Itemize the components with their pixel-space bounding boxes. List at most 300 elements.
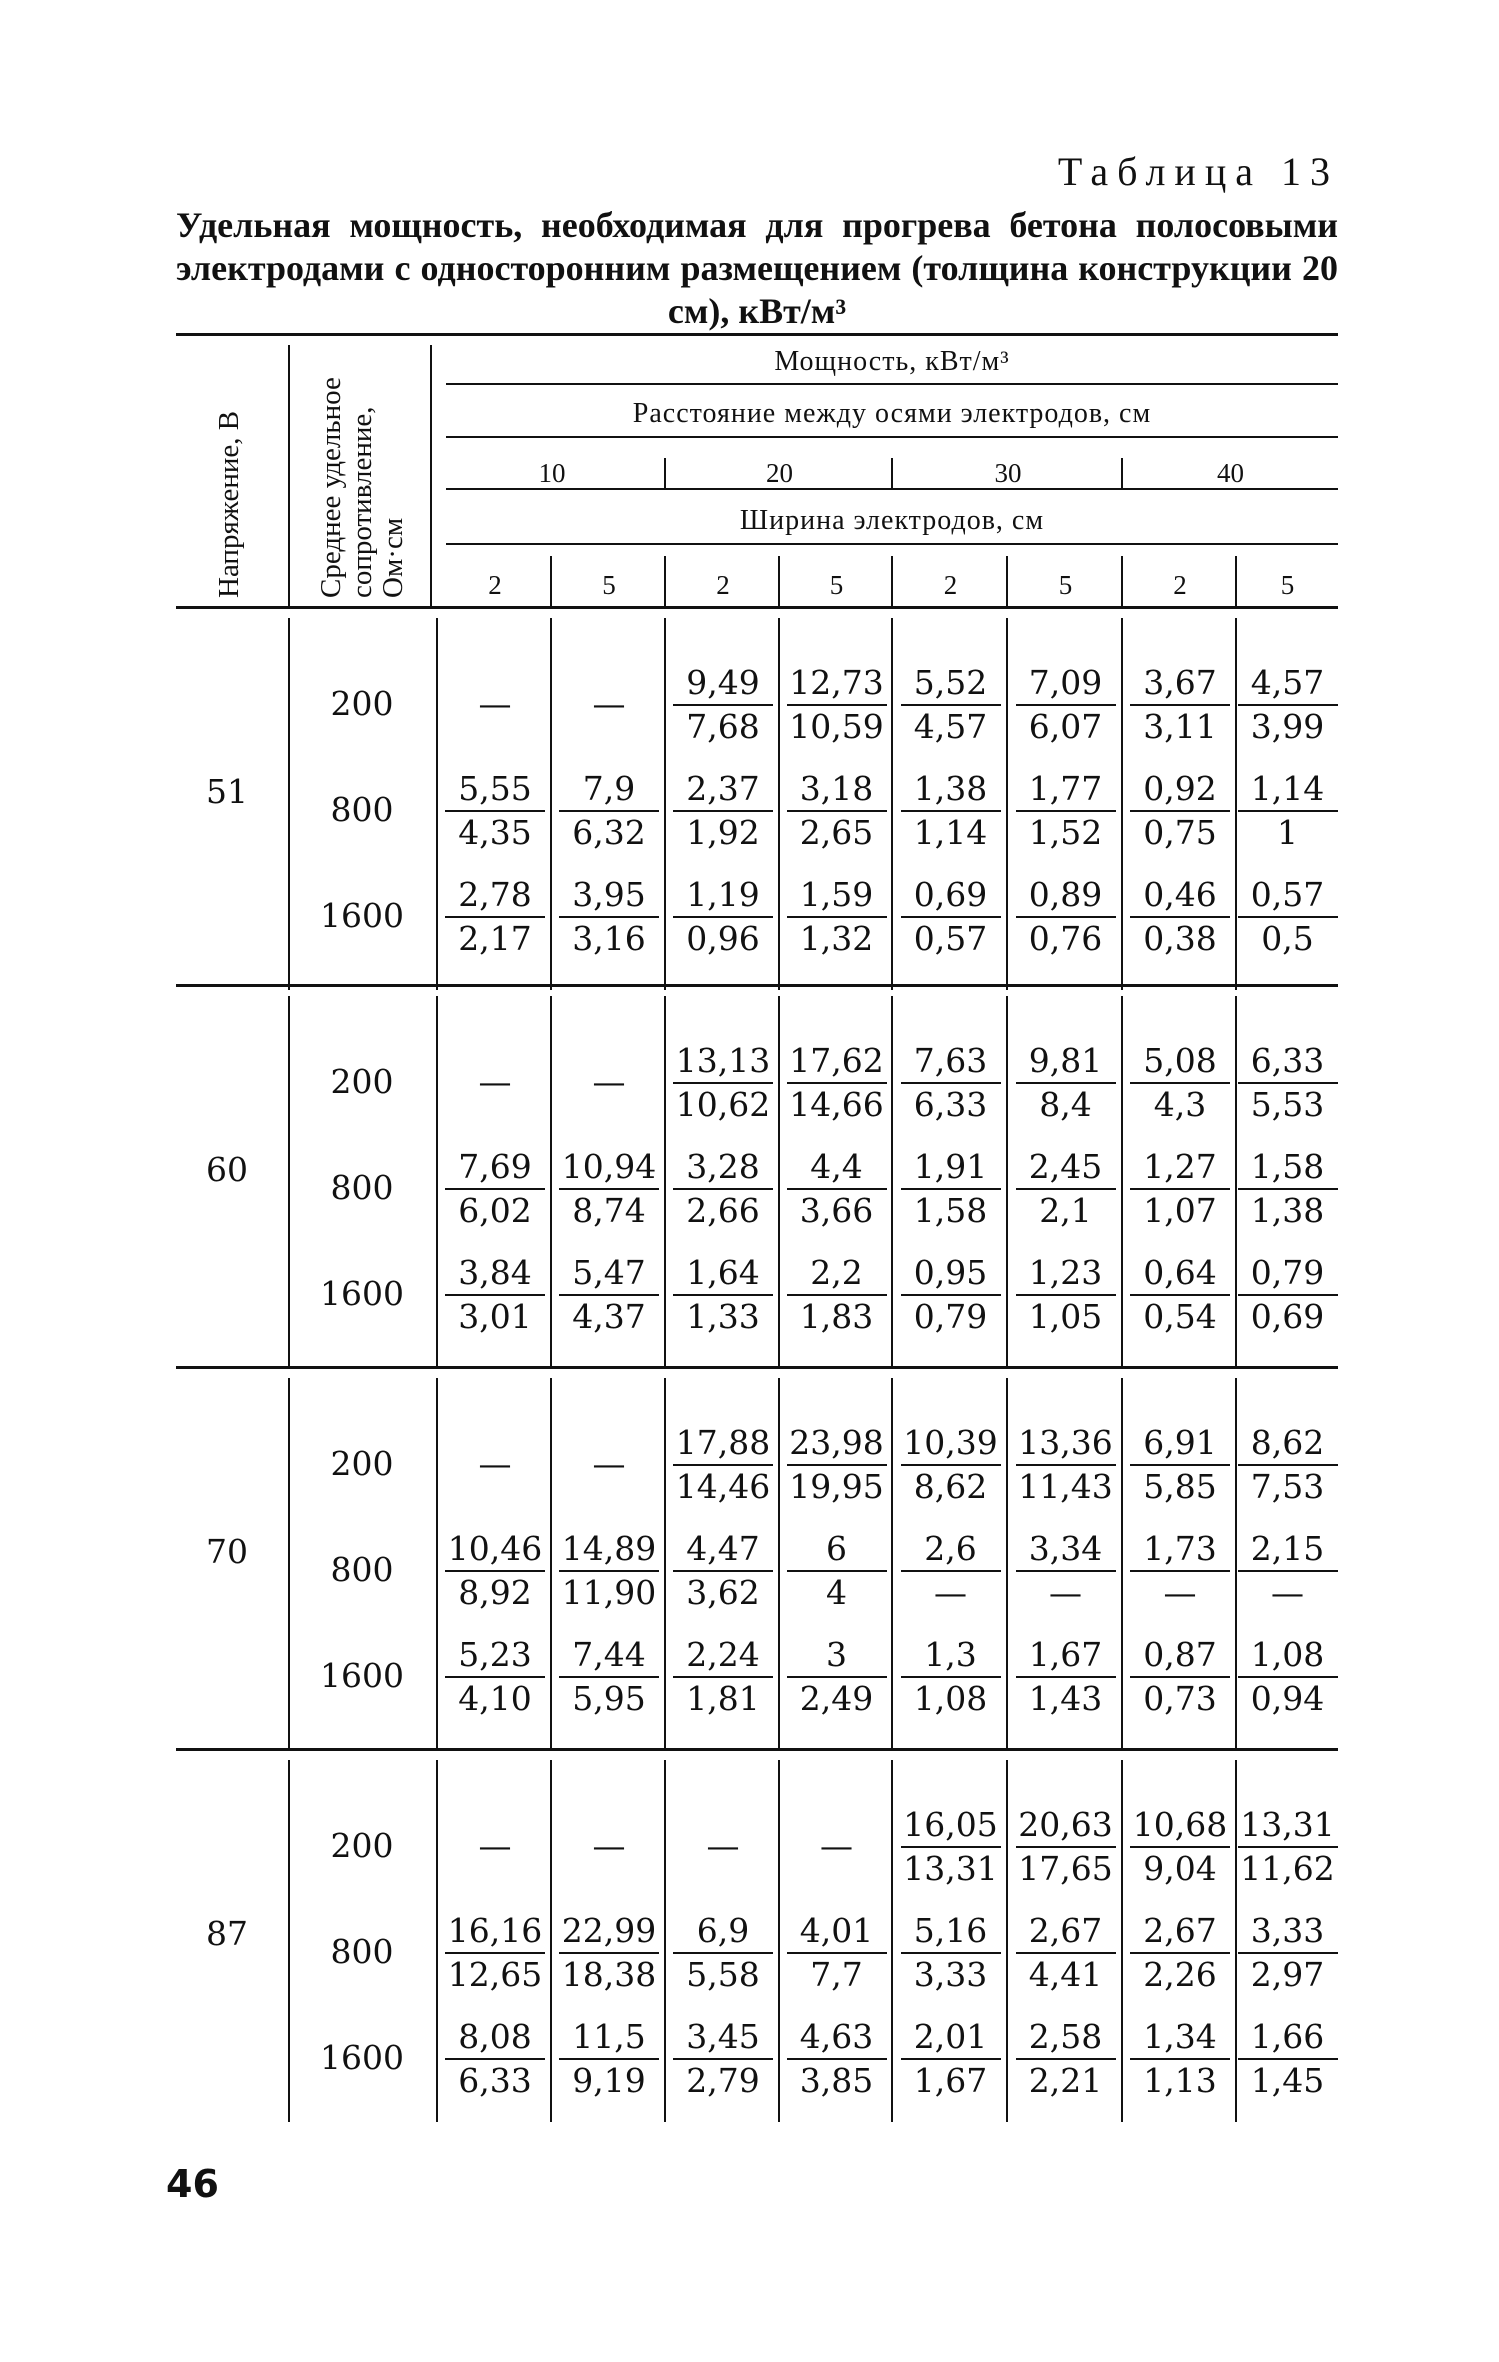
fraction-denominator: 0,96 — [686, 919, 760, 958]
fraction-numerator: 4,47 — [686, 1529, 760, 1568]
fraction-denominator: 12,65 — [447, 1955, 543, 1994]
value-fraction — [781, 1910, 893, 1996]
fraction-denominator: 18,38 — [561, 1955, 657, 1994]
table-title: Удельная мощность, необходимая для прогрева бетона полосовыми электродами с односторонним размещением (толщина конструкции 20 см), кВт/м³ — [176, 205, 1338, 331]
voltage-value: 51 — [206, 772, 248, 811]
fraction-denominator: 11,43 — [1018, 1467, 1113, 1506]
fraction-denominator: 6,32 — [572, 813, 646, 852]
fraction-numerator: 13,36 — [1018, 1423, 1113, 1462]
fraction-numerator: 1,38 — [913, 769, 988, 808]
distance-label: 40 — [1217, 458, 1244, 488]
fraction-numerator: 4,4 — [810, 1147, 863, 1186]
fraction-denominator: 0,38 — [1143, 919, 1217, 958]
empty-cell-dash: — — [478, 1444, 512, 1483]
fraction-numerator: 1,3 — [924, 1635, 977, 1674]
fraction-denominator: — — [934, 1573, 967, 1612]
fraction-denominator: 1,38 — [1250, 1191, 1325, 1230]
fraction-denominator: 13,31 — [903, 1849, 998, 1888]
fraction-denominator: 11,90 — [561, 1573, 657, 1612]
value-fraction — [439, 2016, 551, 2102]
fraction-denominator: 3,62 — [686, 1573, 760, 1612]
fraction-denominator: 2,17 — [458, 919, 532, 958]
fraction-numerator: 14,89 — [561, 1529, 657, 1568]
fraction-denominator: 3,11 — [1143, 707, 1217, 746]
fraction-denominator: 1,52 — [1028, 813, 1103, 852]
value-fraction — [1232, 1528, 1344, 1614]
value-fraction — [439, 1634, 551, 1720]
value-fraction — [553, 1252, 665, 1338]
fraction-denominator: 3,16 — [572, 919, 646, 958]
value-fraction — [781, 1040, 893, 1126]
page-number: 46 — [166, 2162, 219, 2206]
width-label: 2 — [943, 570, 958, 600]
fraction-denominator: 9,04 — [1143, 1849, 1217, 1888]
fraction-denominator: 5,53 — [1250, 1085, 1325, 1124]
value-fraction — [667, 874, 779, 960]
fraction-numerator: 10,39 — [903, 1423, 998, 1462]
body-col-divider — [288, 1760, 290, 2122]
fraction-denominator: 8,4 — [1039, 1085, 1092, 1124]
fraction-numerator: 13,31 — [1240, 1805, 1335, 1844]
width-label: 5 — [602, 570, 616, 600]
fraction-numerator: 2,2 — [810, 1253, 863, 1292]
fraction-denominator: — — [1271, 1573, 1304, 1612]
fraction-numerator: 1,67 — [1028, 1635, 1103, 1674]
width-label: 5 — [1058, 570, 1073, 600]
width-header: Ширина электродов, см — [739, 505, 1045, 536]
value-fraction — [1232, 874, 1344, 960]
fraction-numerator: 17,88 — [675, 1423, 771, 1462]
fraction-denominator: 8,74 — [572, 1191, 646, 1230]
fraction-denominator: 2,79 — [686, 2061, 760, 2100]
resistivity-value: 800 — [330, 1932, 394, 1971]
body-col-divider — [436, 996, 438, 1368]
value-fraction — [1124, 2016, 1236, 2102]
fraction-denominator: 1,14 — [913, 813, 988, 852]
resistivity-header: Среднее удельное сопротивление, Ом·см — [315, 377, 409, 598]
fraction-denominator: 1,83 — [799, 1297, 874, 1336]
value-fraction — [1124, 1528, 1236, 1614]
resistivity-value: 200 — [330, 1826, 394, 1865]
fraction-numerator: 10,94 — [561, 1147, 657, 1186]
fraction-numerator: 7,09 — [1028, 663, 1103, 702]
fraction-numerator: 2,78 — [458, 875, 532, 914]
fraction-denominator: 9,19 — [572, 2061, 646, 2100]
fraction-denominator: 4,10 — [458, 1679, 532, 1718]
body-col-divider — [436, 1760, 438, 2122]
empty-cell-dash: — — [592, 1826, 626, 1865]
value-fraction — [781, 2016, 893, 2102]
fraction-numerator: 11,5 — [572, 2017, 646, 2056]
value-fraction — [439, 768, 551, 854]
fraction-numerator: 1,59 — [799, 875, 874, 914]
header-col-divider — [430, 345, 432, 607]
value-fraction — [895, 1804, 1007, 1890]
value-fraction — [895, 1528, 1007, 1614]
fraction-denominator: 4,57 — [913, 707, 988, 746]
value-fraction — [553, 768, 665, 854]
fraction-denominator: 5,58 — [686, 1955, 760, 1994]
fraction-numerator: 0,79 — [1250, 1253, 1325, 1292]
fraction-numerator: 3,95 — [572, 875, 646, 914]
value-fraction — [1124, 1910, 1236, 1996]
fraction-numerator: 0,95 — [913, 1253, 988, 1292]
fraction-numerator: 1,19 — [686, 875, 760, 914]
fraction-numerator: 1,23 — [1028, 1253, 1103, 1292]
value-fraction — [553, 874, 665, 960]
fraction-numerator: 4,57 — [1250, 663, 1325, 702]
fraction-numerator: 3,45 — [686, 2017, 760, 2056]
fraction-numerator: 4,63 — [799, 2017, 874, 2056]
group-separator — [176, 984, 1338, 987]
fraction-denominator: 0,57 — [913, 919, 988, 958]
fraction-numerator: 8,62 — [1250, 1423, 1325, 1462]
empty-cell-dash: — — [592, 684, 626, 723]
fraction-numerator: 0,89 — [1028, 875, 1103, 914]
fraction-numerator: 2,6 — [924, 1529, 977, 1568]
fraction-denominator: 4,37 — [572, 1297, 646, 1336]
group-separator — [176, 1366, 1338, 1369]
fraction-numerator: 3,34 — [1028, 1529, 1103, 1568]
power-header: Мощность, кВт/м³ — [774, 346, 1010, 377]
value-fraction — [781, 662, 893, 748]
value-fraction — [895, 768, 1007, 854]
fraction-denominator: 1,32 — [799, 919, 874, 958]
resistivity-value: 200 — [330, 1062, 394, 1101]
value-fraction — [895, 2016, 1007, 2102]
value-fraction — [1010, 1528, 1122, 1614]
fraction-numerator: 2,58 — [1028, 2017, 1103, 2056]
fraction-denominator: 14,46 — [675, 1467, 771, 1506]
fraction-denominator: 1,05 — [1028, 1297, 1103, 1336]
fraction-denominator: 2,21 — [1028, 2061, 1103, 2100]
fraction-numerator: 7,9 — [582, 769, 636, 808]
fraction-denominator: 1,07 — [1143, 1191, 1217, 1230]
fraction-numerator: 0,57 — [1250, 875, 1325, 914]
value-fraction — [781, 1422, 893, 1508]
width-label: 2 — [488, 570, 502, 600]
fraction-numerator: 1,08 — [1250, 1635, 1325, 1674]
empty-cell-dash: — — [478, 684, 512, 723]
distance-label: 30 — [994, 458, 1022, 488]
fraction-denominator: 10,59 — [789, 707, 884, 746]
value-fraction — [895, 1040, 1007, 1126]
fraction-numerator: 1,66 — [1250, 2017, 1325, 2056]
empty-cell-dash: — — [706, 1826, 740, 1865]
fraction-numerator: 0,64 — [1143, 1253, 1217, 1292]
value-fraction — [667, 662, 779, 748]
fraction-numerator: 2,67 — [1028, 1911, 1103, 1950]
body-col-divider — [288, 1378, 290, 1750]
fraction-numerator: 3,18 — [799, 769, 874, 808]
fraction-denominator: 2,65 — [799, 813, 874, 852]
fraction-numerator: 7,44 — [572, 1635, 646, 1674]
fraction-numerator: 22,99 — [561, 1911, 657, 1950]
value-fraction — [895, 1422, 1007, 1508]
value-fraction — [553, 1528, 665, 1614]
width-label: 5 — [829, 570, 844, 600]
fraction-denominator: 7,53 — [1250, 1467, 1325, 1506]
empty-cell-dash: — — [592, 1062, 626, 1101]
value-fraction — [667, 1634, 779, 1720]
fraction-numerator: 6,33 — [1250, 1041, 1325, 1080]
fraction-denominator: 2,49 — [799, 1679, 874, 1718]
empty-cell-dash: — — [478, 1826, 512, 1865]
fraction-denominator: 7,7 — [810, 1955, 863, 1994]
group-separator — [176, 1748, 1338, 1751]
value-fraction — [1124, 768, 1236, 854]
value-fraction — [667, 1422, 779, 1508]
value-fraction — [1232, 1804, 1344, 1890]
value-fraction — [895, 1634, 1007, 1720]
fraction-numerator: 3,28 — [686, 1147, 760, 1186]
voltage-header: Напряжение, В — [213, 410, 245, 598]
fraction-numerator: 2,67 — [1143, 1911, 1217, 1950]
value-fraction — [439, 1146, 551, 1232]
value-fraction — [553, 2016, 665, 2102]
value-fraction — [895, 874, 1007, 960]
fraction-numerator: 10,68 — [1132, 1805, 1228, 1844]
fraction-numerator: 16,05 — [903, 1805, 998, 1844]
table-label: Таблица 13 — [1057, 149, 1339, 194]
value-fraction — [1010, 2016, 1122, 2102]
fraction-denominator: 1,13 — [1143, 2061, 1217, 2100]
resistivity-value: 1600 — [320, 2038, 404, 2077]
value-fraction — [1010, 1252, 1122, 1338]
fraction-numerator: 2,37 — [686, 769, 760, 808]
fraction-denominator: 7,68 — [686, 707, 760, 746]
fraction-denominator: — — [1049, 1573, 1082, 1612]
resistivity-value: 800 — [330, 1550, 394, 1589]
fraction-numerator: 6,91 — [1143, 1423, 1217, 1462]
fraction-denominator: 3,66 — [799, 1191, 874, 1230]
value-fraction — [1232, 1146, 1344, 1232]
fraction-numerator: 12,73 — [789, 663, 884, 702]
resistivity-value: 1600 — [320, 1656, 404, 1695]
fraction-numerator: 3,67 — [1143, 663, 1217, 702]
fraction-denominator: 2,1 — [1039, 1191, 1092, 1230]
fraction-numerator: 2,01 — [913, 2017, 988, 2056]
fraction-denominator: 3,99 — [1250, 707, 1325, 746]
fraction-denominator: 6,33 — [458, 2061, 532, 2100]
fraction-numerator: 16,16 — [447, 1911, 543, 1950]
resistivity-value: 1600 — [320, 896, 404, 935]
fraction-numerator: 3,33 — [1250, 1911, 1325, 1950]
fraction-denominator: 4,35 — [458, 813, 532, 852]
width-label: 5 — [1280, 570, 1295, 600]
value-fraction — [667, 1910, 779, 1996]
body-col-divider — [436, 618, 438, 990]
fraction-denominator: 5,95 — [572, 1679, 646, 1718]
resistivity-value: 800 — [330, 790, 394, 829]
empty-cell-dash: — — [592, 1444, 626, 1483]
fraction-numerator: 17,62 — [789, 1041, 884, 1080]
value-fraction — [781, 1528, 893, 1614]
fraction-numerator: 5,47 — [572, 1253, 646, 1292]
value-fraction — [1124, 1804, 1236, 1890]
fraction-denominator: 1,33 — [686, 1297, 760, 1336]
fraction-denominator: 19,95 — [789, 1467, 884, 1506]
fraction-denominator: 0,5 — [1261, 919, 1314, 958]
fraction-denominator: 0,79 — [913, 1297, 988, 1336]
header-rule-power — [446, 383, 1338, 385]
value-fraction — [1010, 1040, 1122, 1126]
fraction-numerator: 1,14 — [1250, 769, 1325, 808]
value-fraction — [439, 1252, 551, 1338]
resistivity-value: 200 — [330, 1444, 394, 1483]
value-fraction — [667, 768, 779, 854]
fraction-numerator: 8,08 — [458, 2017, 532, 2056]
fraction-denominator: 1,92 — [686, 813, 760, 852]
fraction-denominator: — — [1163, 1573, 1197, 1612]
value-fraction — [895, 662, 1007, 748]
fraction-numerator: 3 — [826, 1635, 847, 1674]
fraction-numerator: 6 — [826, 1529, 847, 1568]
fraction-denominator: 3,85 — [799, 2061, 874, 2100]
distance-label: 10 — [538, 458, 566, 488]
value-fraction — [781, 874, 893, 960]
fraction-numerator: 7,69 — [458, 1147, 532, 1186]
fraction-denominator: 3,33 — [913, 1955, 988, 1994]
fraction-denominator: 11,62 — [1240, 1849, 1335, 1888]
value-fraction — [553, 1910, 665, 1996]
value-fraction — [1010, 1804, 1122, 1890]
value-fraction — [667, 1252, 779, 1338]
fraction-denominator: 1,67 — [913, 2061, 988, 2100]
value-fraction — [1124, 1040, 1236, 1126]
fraction-denominator: 6,33 — [913, 1085, 988, 1124]
fraction-denominator: 1,43 — [1028, 1679, 1103, 1718]
fraction-denominator: 0,69 — [1250, 1297, 1325, 1336]
fraction-denominator: 14,66 — [789, 1085, 884, 1124]
fraction-denominator: 8,92 — [458, 1573, 532, 1612]
fraction-denominator: 5,85 — [1143, 1467, 1217, 1506]
body-col-divider — [436, 1378, 438, 1750]
fraction-numerator: 0,87 — [1143, 1635, 1217, 1674]
value-fraction — [1124, 662, 1236, 748]
body-col-divider — [288, 996, 290, 1368]
fraction-numerator: 9,49 — [686, 663, 760, 702]
value-fraction — [553, 1634, 665, 1720]
value-fraction — [1010, 874, 1122, 960]
fraction-numerator: 2,24 — [686, 1635, 760, 1674]
fraction-denominator: 1,45 — [1250, 2061, 1325, 2100]
value-fraction — [439, 874, 551, 960]
value-fraction — [1232, 1634, 1344, 1720]
value-fraction — [781, 1146, 893, 1232]
value-fraction — [1010, 1910, 1122, 1996]
value-fraction — [781, 1634, 893, 1720]
width-label: 2 — [1173, 570, 1187, 600]
fraction-denominator: 1,58 — [913, 1191, 988, 1230]
fraction-denominator: 3,01 — [458, 1297, 532, 1336]
fraction-numerator: 2,15 — [1250, 1529, 1325, 1568]
fraction-denominator: 8,62 — [913, 1467, 988, 1506]
fraction-denominator: 2,97 — [1250, 1955, 1325, 1994]
fraction-denominator: 0,75 — [1143, 813, 1217, 852]
value-fraction — [667, 2016, 779, 2102]
fraction-numerator: 1,77 — [1028, 769, 1103, 808]
fraction-denominator: 4,3 — [1153, 1085, 1207, 1124]
fraction-denominator: 6,07 — [1028, 707, 1103, 746]
value-fraction — [1232, 1252, 1344, 1338]
fraction-numerator: 5,55 — [458, 769, 532, 808]
value-fraction — [553, 1146, 665, 1232]
fraction-denominator: 17,65 — [1018, 1849, 1113, 1888]
fraction-denominator: 0,73 — [1143, 1679, 1217, 1718]
fraction-numerator: 7,63 — [913, 1041, 988, 1080]
value-fraction — [1232, 1910, 1344, 1996]
value-fraction — [781, 768, 893, 854]
value-fraction — [1124, 1252, 1236, 1338]
value-fraction — [1124, 1634, 1236, 1720]
voltage-value: 87 — [206, 1914, 248, 1953]
fraction-numerator: 0,92 — [1143, 769, 1217, 808]
fraction-numerator: 1,34 — [1143, 2017, 1217, 2056]
fraction-denominator: 2,26 — [1143, 1955, 1217, 1994]
fraction-numerator: 9,81 — [1028, 1041, 1103, 1080]
fraction-numerator: 5,16 — [913, 1911, 988, 1950]
value-fraction — [895, 1146, 1007, 1232]
value-fraction — [1010, 662, 1122, 748]
header-rule-width — [446, 543, 1338, 545]
fraction-numerator: 1,58 — [1250, 1147, 1325, 1186]
value-fraction — [667, 1528, 779, 1614]
value-fraction — [667, 1146, 779, 1232]
header-col-divider — [288, 345, 290, 607]
fraction-numerator: 5,23 — [458, 1635, 532, 1674]
empty-cell-dash: — — [820, 1826, 853, 1865]
fraction-numerator: 1,64 — [686, 1253, 760, 1292]
resistivity-value: 800 — [330, 1168, 394, 1207]
value-fraction — [1124, 1422, 1236, 1508]
value-fraction — [1010, 1634, 1122, 1720]
fraction-numerator: 5,08 — [1143, 1041, 1217, 1080]
header-bottom-rule — [176, 606, 1338, 609]
fraction-numerator: 1,91 — [913, 1147, 988, 1186]
fraction-denominator: 1,81 — [686, 1679, 760, 1718]
fraction-denominator: 0,76 — [1028, 919, 1103, 958]
fraction-numerator: 5,52 — [913, 663, 988, 702]
fraction-numerator: 1,73 — [1143, 1529, 1217, 1568]
distance-label: 20 — [766, 458, 793, 488]
value-fraction — [1124, 874, 1236, 960]
distance-header: Расстояние между осями электродов, см — [632, 398, 1152, 429]
empty-cell-dash: — — [478, 1062, 512, 1101]
fraction-denominator: 10,62 — [675, 1085, 771, 1124]
fraction-numerator: 10,46 — [447, 1529, 543, 1568]
voltage-value: 70 — [206, 1532, 248, 1571]
fraction-denominator: 0,54 — [1143, 1297, 1217, 1336]
value-fraction — [1010, 1146, 1122, 1232]
value-fraction — [895, 1252, 1007, 1338]
table-top-rule — [176, 333, 1338, 336]
value-fraction — [895, 1910, 1007, 1996]
resistivity-value: 1600 — [320, 1274, 404, 1313]
value-fraction — [439, 1910, 551, 1996]
value-fraction — [1232, 1422, 1344, 1508]
resistivity-value: 200 — [330, 684, 394, 723]
width-label: 2 — [716, 570, 730, 600]
fraction-numerator: 0,69 — [913, 875, 988, 914]
value-fraction — [1124, 1146, 1236, 1232]
fraction-denominator: 4 — [826, 1573, 847, 1612]
value-fraction — [1232, 2016, 1344, 2102]
value-fraction — [1232, 1040, 1344, 1126]
header-rule-distance — [446, 436, 1338, 438]
value-fraction — [1232, 768, 1344, 854]
fraction-numerator: 20,63 — [1018, 1805, 1113, 1844]
